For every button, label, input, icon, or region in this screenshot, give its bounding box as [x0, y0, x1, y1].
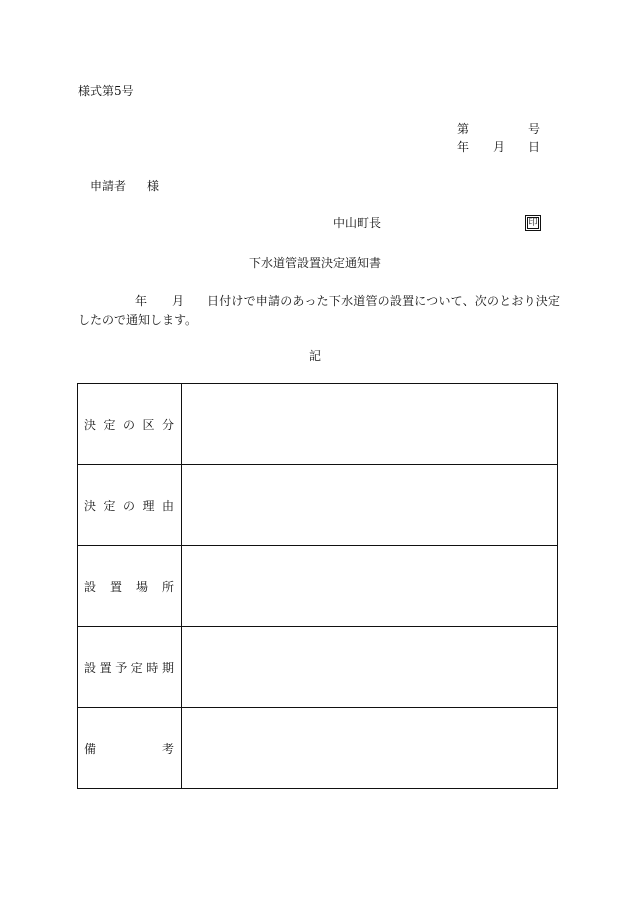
row-label-char: 定: [103, 417, 116, 432]
row-label-cell: [78, 465, 182, 546]
row-label: [78, 578, 181, 595]
row-label-char: 区: [142, 417, 155, 432]
row-label-char: 設: [84, 579, 97, 594]
row-label-char: 場: [135, 579, 148, 594]
row-label: [78, 416, 181, 433]
body-text-line2: したので通知します。: [78, 313, 198, 327]
table-row: [78, 384, 558, 465]
row-value-cell[interactable]: [182, 627, 558, 708]
row-label-char: 置: [99, 660, 112, 675]
applicant-label: 申請者: [90, 179, 127, 193]
body-year-label: 年: [135, 294, 148, 308]
row-label-char: の: [122, 417, 135, 432]
row-label-cell: [78, 627, 182, 708]
row-label-char: 定: [130, 660, 143, 675]
ki-heading: 記: [308, 349, 321, 363]
seal-icon: [525, 215, 541, 231]
row-label-char: 所: [161, 579, 174, 594]
table-row: [78, 708, 558, 789]
row-label: [78, 659, 181, 676]
row-label-char: 時: [146, 660, 159, 675]
row-label-char: 予: [115, 660, 128, 675]
body-month-label: 月: [172, 294, 185, 308]
row-label-char: 考: [161, 741, 174, 756]
row-label: [78, 497, 181, 514]
row-label-char: の: [122, 498, 135, 513]
date-month-label: 月: [493, 140, 506, 154]
body-text-line1: 日付けで申請のあった下水道管の設置について、次のとおり決定: [207, 294, 561, 308]
row-label-char: 決: [84, 498, 97, 513]
row-label-char: 由: [161, 498, 174, 513]
row-value-cell[interactable]: [182, 465, 558, 546]
row-label-cell: [78, 546, 182, 627]
seal-text: 印: [528, 218, 538, 228]
issuer-name: 中山町長: [333, 216, 382, 230]
document-title: 下水道管設置決定通知書: [248, 256, 381, 270]
row-label-char: 理: [142, 498, 155, 513]
date-year-label: 年: [457, 140, 470, 154]
row-label-char: 置: [109, 579, 122, 594]
row-value-cell[interactable]: [182, 384, 558, 465]
row-value-cell[interactable]: [182, 546, 558, 627]
table-row: [78, 627, 558, 708]
number-prefix: 第: [457, 122, 470, 136]
row-label-cell: [78, 708, 182, 789]
row-label-char: 備: [84, 741, 97, 756]
row-value-cell[interactable]: [182, 708, 558, 789]
row-label-char: 定: [103, 498, 116, 513]
row-label-char: 分: [161, 417, 174, 432]
row-label-char: 決: [84, 417, 97, 432]
applicant-honorific: 様: [147, 179, 160, 193]
table-row: [78, 465, 558, 546]
date-day-label: 日: [528, 140, 541, 154]
row-label-cell: [78, 384, 182, 465]
row-label-char: 設: [84, 660, 97, 675]
row-label: [78, 740, 181, 757]
form-number: 様式第5号: [78, 84, 134, 98]
number-suffix: 号: [528, 122, 541, 136]
details-table: [77, 383, 558, 789]
row-label-char: 期: [161, 660, 174, 675]
table-row: [78, 546, 558, 627]
